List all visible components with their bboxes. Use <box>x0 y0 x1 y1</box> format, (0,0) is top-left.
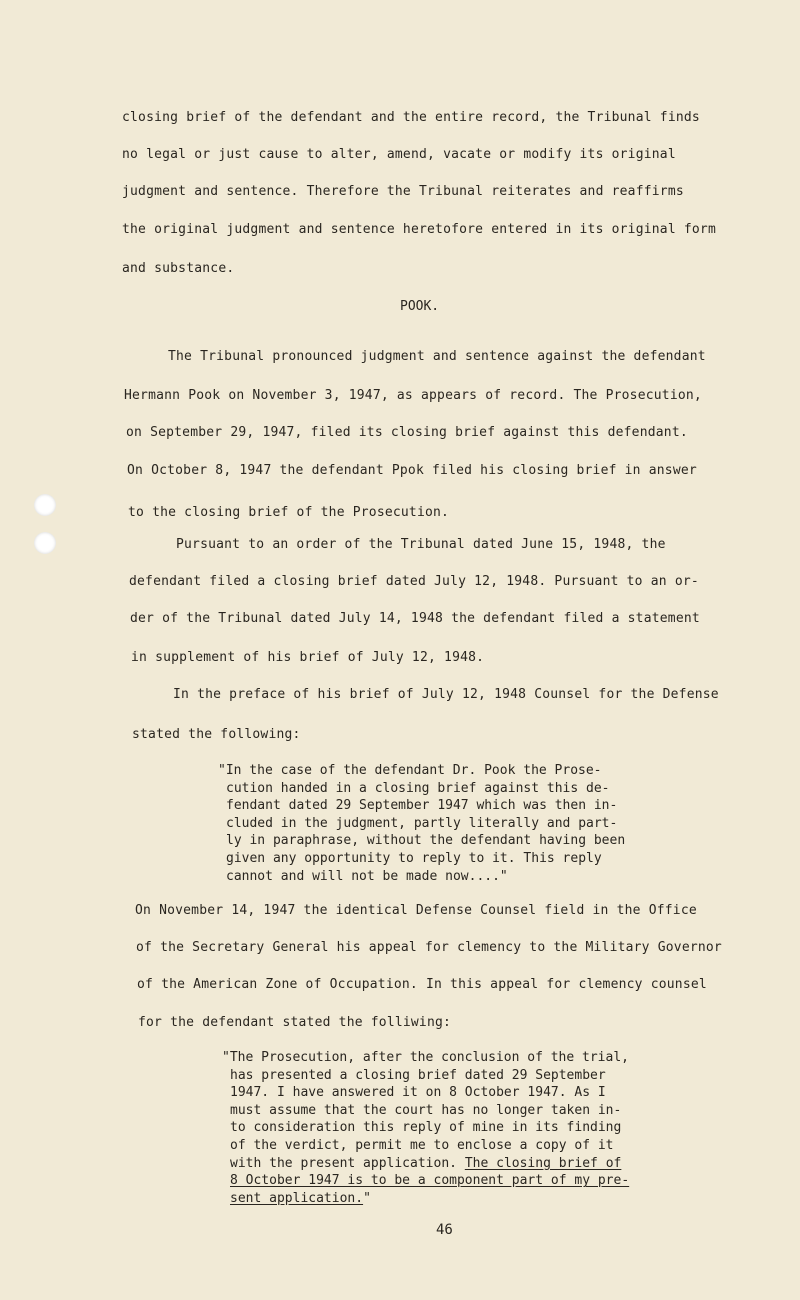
body-text-line: in supplement of his brief of July 12, 1948. <box>131 650 485 665</box>
punch-hole <box>34 532 56 554</box>
body-text-line: of the American Zone of Occupation. In this appeal for clemency counsel <box>137 977 707 992</box>
quote-line <box>222 1155 629 1173</box>
block-quote <box>222 1049 629 1207</box>
quote-line: cluded in the judgment, partly literally and part- <box>226 815 618 831</box>
quote-line: must assume that the court has no longer taken in- <box>230 1102 622 1118</box>
body-text-line: The Tribunal pronounced judgment and sentence against the defendant <box>168 349 706 364</box>
body-text-line: judgment and sentence. Therefore the Tribunal reiterates and reaffirms <box>122 184 684 199</box>
quote-line: "The Prosecution, after the conclusion of the trial, <box>222 1050 629 1065</box>
section-heading: POOK. <box>400 299 440 314</box>
quote-line: to consideration this reply of mine in its finding <box>230 1120 622 1136</box>
body-text-line: no legal or just cause to alter, amend, vacate or modify its original <box>122 147 676 162</box>
quote-text: with the present application. <box>230 1155 465 1171</box>
body-text-line: der of the Tribunal dated July 14, 1948 the defendant filed a statement <box>130 611 700 626</box>
quote-line: given any opportunity to reply to it. This reply <box>226 850 602 866</box>
body-text-line: In the preface of his brief of July 12, 1948 Counsel for the Defense <box>173 687 719 702</box>
underlined-text: sent application. <box>230 1190 364 1206</box>
closing-quote-mark: " <box>363 1190 371 1206</box>
body-text-line: On October 8, 1947 the defendant Ppok filed his closing brief in answer <box>127 463 697 478</box>
quote-line: 1947. I have answered it on 8 October 1947. As I <box>230 1085 606 1101</box>
quote-line: cution handed in a closing brief against this de- <box>226 780 610 796</box>
quote-line: fendant dated 29 September 1947 which was then in- <box>226 798 618 814</box>
underlined-text: 8 October 1947 is to be a component part of my pre- <box>230 1173 630 1189</box>
body-text-line: On November 14, 1947 the identical Defense Counsel field in the Office <box>135 903 697 918</box>
body-text-line: Hermann Pook on November 3, 1947, as appears of record. The Prosecution, <box>124 388 702 403</box>
page-number: 46 <box>436 1222 453 1238</box>
quote-line: of the verdict, permit me to enclose a copy of it <box>230 1137 614 1153</box>
body-text-line: stated the following: <box>132 727 301 742</box>
quote-line <box>222 1190 629 1208</box>
quote-line: "In the case of the defendant Dr. Pook the Prose- <box>218 763 602 778</box>
body-text-line: Pursuant to an order of the Tribunal dated June 15, 1948, the <box>176 537 666 552</box>
body-text-line: of the Secretary General his appeal for clemency to the Military Governor <box>136 940 722 955</box>
body-text-line: to the closing brief of the Prosecution. <box>128 505 450 520</box>
body-text-line: for the defendant stated the folliwing: <box>138 1015 452 1030</box>
quote-line: ly in paraphrase, without the defendant having been <box>226 833 626 849</box>
body-text-line: and substance. <box>122 261 235 276</box>
body-text-line: on September 29, 1947, filed its closing brief against this defendant. <box>126 425 688 440</box>
block-quote <box>218 762 625 885</box>
body-text-line: the original judgment and sentence heretofore entered in its original form <box>122 222 716 237</box>
punch-hole <box>34 494 56 516</box>
quote-line: cannot and will not be made now...." <box>226 868 508 884</box>
quote-line: has presented a closing brief dated 29 September <box>230 1067 606 1083</box>
underlined-text: The closing brief of <box>464 1155 622 1171</box>
body-text-line: closing brief of the defendant and the entire record, the Tribunal finds <box>122 110 700 125</box>
body-text-line: defendant filed a closing brief dated July 12, 1948. Pursuant to an or- <box>129 574 699 589</box>
